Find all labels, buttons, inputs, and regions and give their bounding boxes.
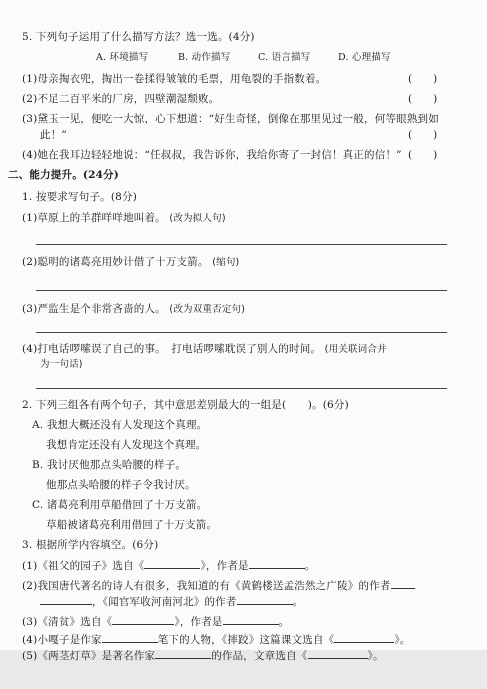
q1-item-4-answer-line[interactable] xyxy=(36,388,447,389)
q5-item-4-answer-paren[interactable]: ( ) xyxy=(408,149,438,161)
q1-item-1 xyxy=(22,211,226,226)
q1-item-3-text: (3)严监生是个非常吝啬的人。 xyxy=(22,303,166,315)
q3-title: 3. 根据所学内容填空。(6分) xyxy=(22,539,159,551)
q3-item-5-blank-2[interactable] xyxy=(308,648,368,659)
q1-item-2-text: (2)聪明的诸葛亮用妙计借了十万支箭。 xyxy=(22,256,209,268)
q1-item-3-answer-line[interactable] xyxy=(36,332,447,333)
q3-item-3-part-a: (3)《清贫》选自《 xyxy=(22,616,113,628)
q5-item-2-answer-paren[interactable]: ( ) xyxy=(408,93,438,105)
q5-option-a: A. 环境描写 xyxy=(96,52,149,63)
q3-item-5-part-c: 》。 xyxy=(367,650,384,662)
q3-item-5 xyxy=(22,648,384,663)
q5-option-d: D. 心理描写 xyxy=(338,52,391,63)
q5-item-3-answer-paren[interactable]: ( ) xyxy=(408,129,438,141)
q3-item-4-blank-1[interactable] xyxy=(102,632,158,643)
q3-item-2-blank-2[interactable] xyxy=(237,594,293,605)
q3-item-2-cont xyxy=(40,594,303,609)
q2-option-a-1: A. 我想大概还没有人发现这个真理。 xyxy=(32,419,208,431)
q2-option-c-1: C. 诸葛亮利用草船借回了十万支箭。 xyxy=(32,499,208,511)
page-bottom-margin xyxy=(0,650,487,689)
q5-item-3-cont: 此！” xyxy=(40,129,67,141)
q3-item-3-blank-2[interactable] xyxy=(223,614,279,625)
q3-item-2-part-c: 。 xyxy=(292,596,304,608)
q1-item-3 xyxy=(22,302,245,317)
q3-item-1 xyxy=(22,558,315,573)
q3-item-4-blank-2[interactable] xyxy=(334,632,394,643)
q2-title: 2. 下列三组各有两个句子，其中意思差别最大的一组是( )。(6分) xyxy=(22,399,349,411)
q5-item-1-answer-paren[interactable]: ( ) xyxy=(408,73,438,85)
q3-item-5-part-b: 的作品，文章选自《 xyxy=(211,650,308,662)
q5-item-4: (4)她在我耳边轻轻地说：“任叔叔，我告诉你，我给你寄了一封信！真正的信！” xyxy=(22,149,402,161)
q5-title: 5. 下列句子运用了什么描写方法？选一选。(4分) xyxy=(22,31,255,43)
q1-title: 1. 按要求写句子。(8分) xyxy=(22,191,138,203)
q5-item-1: (1)母亲掏衣兜，掏出一卷揉得皱皱的毛票，用龟裂的手指数着。 xyxy=(22,73,327,85)
q3-item-3 xyxy=(22,614,289,629)
q1-item-2-answer-line[interactable] xyxy=(36,290,447,291)
q3-item-4-part-b: 笔下的人物，《摔跤》这篇课文选自《 xyxy=(157,634,335,646)
q3-item-2 xyxy=(22,578,415,593)
q3-item-1-part-c: 。 xyxy=(304,560,316,572)
q1-item-2-hint: (缩句) xyxy=(212,257,240,268)
q1-item-4-hint-cont: 为一句话) xyxy=(40,359,83,370)
q3-item-3-part-c: 。 xyxy=(278,616,290,628)
q3-item-4-part-a: (4)小嘎子是作家 xyxy=(22,634,102,646)
q1-item-2 xyxy=(22,255,239,270)
q5-option-c: C. 语言描写 xyxy=(258,52,311,63)
q2-option-b-1: B. 我讨厌他那点头哈腰的样子。 xyxy=(32,459,187,471)
q3-item-3-blank-1[interactable] xyxy=(112,614,174,625)
q1-item-1-hint: (改为拟人句) xyxy=(169,213,226,224)
q3-item-2-blank-1-cont[interactable] xyxy=(40,594,92,605)
q1-item-4 xyxy=(22,342,387,357)
q1-item-3-hint: (改为双重否定句) xyxy=(169,304,246,315)
q1-item-1-answer-line[interactable] xyxy=(36,244,447,245)
q3-item-2-part-a: (2)我国唐代著名的诗人有很多，我知道的有《黄鹤楼送孟浩然之广陵》的作者 xyxy=(22,580,391,592)
q3-item-4-part-c: 》。 xyxy=(394,634,411,646)
q3-item-2-blank-1[interactable] xyxy=(391,578,415,589)
q3-item-2-part-b: ，《闻官军收河南河北》的作者 xyxy=(92,596,237,608)
q5-option-b: B. 动作描写 xyxy=(178,52,231,63)
q3-item-1-blank-2[interactable] xyxy=(249,558,305,569)
q3-item-4 xyxy=(22,632,411,647)
q2-option-a-2: 我想肯定还没有人发现这个真理。 xyxy=(46,439,207,451)
q5-item-3: (3)黛玉一见，便吃一大惊，心下想道：“好生奇怪，倒像在那里见过一般，何等眼熟到如 xyxy=(22,113,439,125)
q1-item-4-hint: (用关联词合并 xyxy=(324,344,387,355)
q3-item-3-part-b: 》，作者是 xyxy=(174,616,223,628)
section-2-heading: 二、能力提升。(24分) xyxy=(8,169,119,181)
q2-option-b-2: 他那点头哈腰的样子令我讨厌。 xyxy=(46,479,196,491)
q3-item-5-blank-1[interactable] xyxy=(155,648,211,659)
q1-item-4-text: (4)打电话啰嗦误了自己的事。 打电话啰嗦耽误了别人的时间。 xyxy=(22,343,322,355)
q3-item-1-part-a: (1)《祖父的园子》选自《 xyxy=(22,560,145,572)
q3-item-5-part-a: (5)《两茎灯草》是著名作家 xyxy=(22,650,156,662)
q1-item-1-text: (1)草原上的羊群咩咩地叫着。 xyxy=(22,212,166,224)
q3-item-1-blank-1[interactable] xyxy=(144,558,200,569)
q5-item-2: (2)不足二百平米的厂房，四壁潮湿颓败。 xyxy=(22,93,220,105)
q3-item-1-part-b: 》，作者是 xyxy=(200,560,249,572)
q2-option-c-2: 草船被诸葛亮利用借回了十万支箭。 xyxy=(46,519,218,531)
